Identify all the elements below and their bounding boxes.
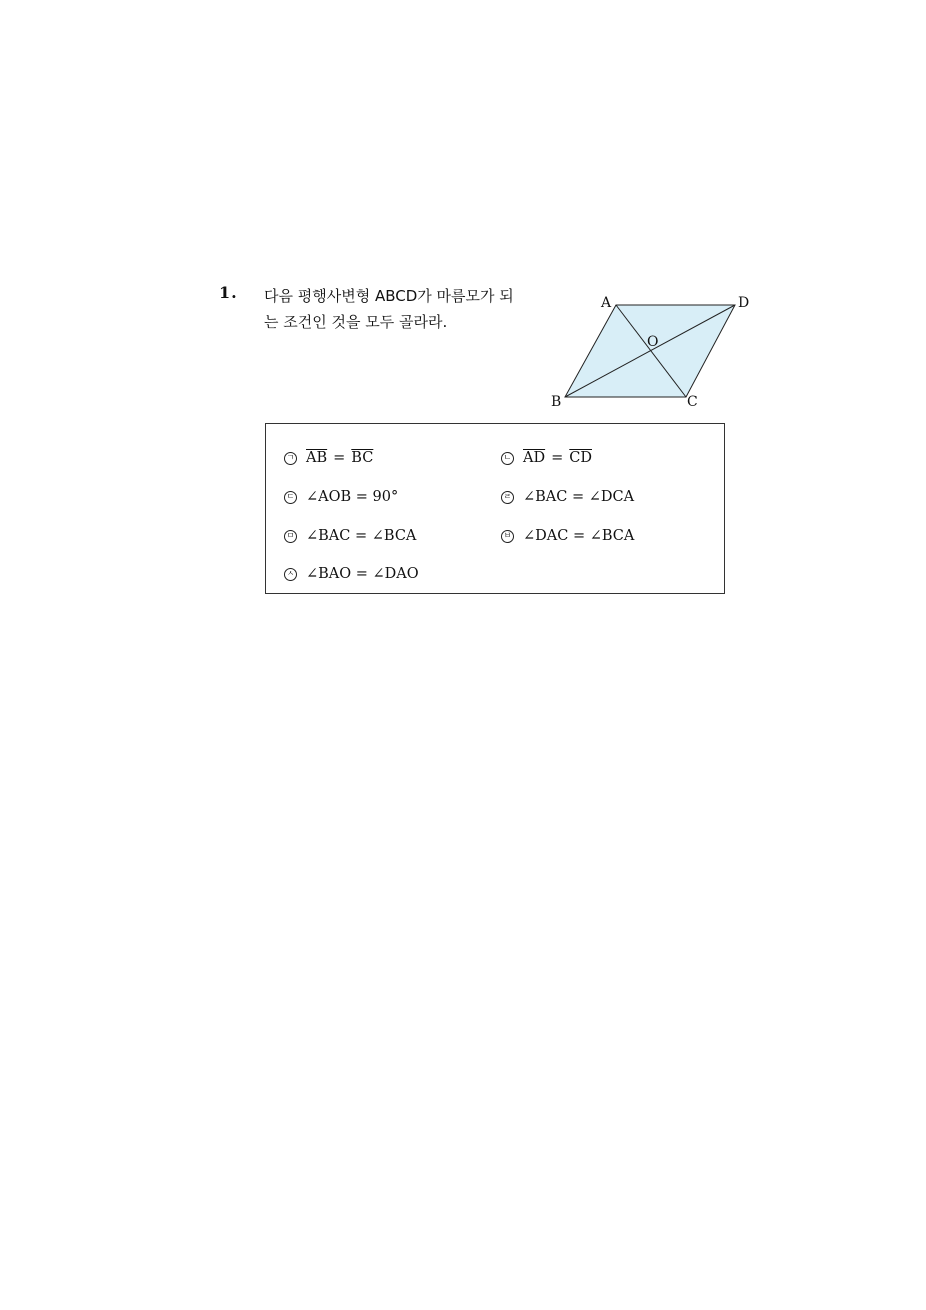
segment-bc: $\overline{BC}$ <box>351 450 374 466</box>
question-line-2: 는 조건인 것을 모두 골라라. <box>264 313 448 331</box>
option-marker: ㅂ <box>501 530 514 543</box>
center-label-o: O <box>647 334 659 350</box>
vertex-label-c: C <box>687 394 698 410</box>
option-text: ∠BAC = ∠DCA <box>523 489 635 505</box>
option-marker: ㅁ <box>284 530 297 543</box>
equals-sign: = <box>333 450 346 466</box>
question-number: 1. <box>219 283 238 302</box>
option-marker: ㄱ <box>284 452 297 465</box>
option-marker: ㄴ <box>501 452 514 465</box>
option-7 <box>284 566 419 582</box>
option-marker: ㄷ <box>284 491 297 504</box>
option-marker: ㄹ <box>501 491 514 504</box>
vertex-label-d: D <box>738 295 750 311</box>
option-3 <box>284 489 398 505</box>
option-text: ∠AOB = 90° <box>306 489 399 505</box>
option-text: ∠DAC = ∠BCA <box>523 528 635 544</box>
parallelogram-figure <box>545 288 760 413</box>
segment-cd: $\overline{CD}$ <box>569 450 592 466</box>
option-2 <box>501 450 592 466</box>
vertex-label-a: A <box>601 295 612 311</box>
equals-sign: = <box>551 450 564 466</box>
segment-ad: $\overline{AD}$ <box>523 450 546 466</box>
option-6 <box>501 528 634 544</box>
options-box <box>265 423 725 594</box>
option-1 <box>284 450 373 466</box>
option-4 <box>501 489 634 505</box>
option-5 <box>284 528 416 544</box>
vertex-label-b: B <box>551 394 562 410</box>
parallelogram-svg <box>545 288 760 413</box>
option-text: ∠BAO = ∠DAO <box>306 566 419 582</box>
option-text: ∠BAC = ∠BCA <box>306 528 417 544</box>
question-line-1: 다음 평행사변형 ABCD가 마름모가 되 <box>264 287 514 305</box>
segment-ab: $\overline{AB}$ <box>306 450 328 466</box>
question-text <box>264 283 539 335</box>
option-marker: ㅅ <box>284 568 297 581</box>
